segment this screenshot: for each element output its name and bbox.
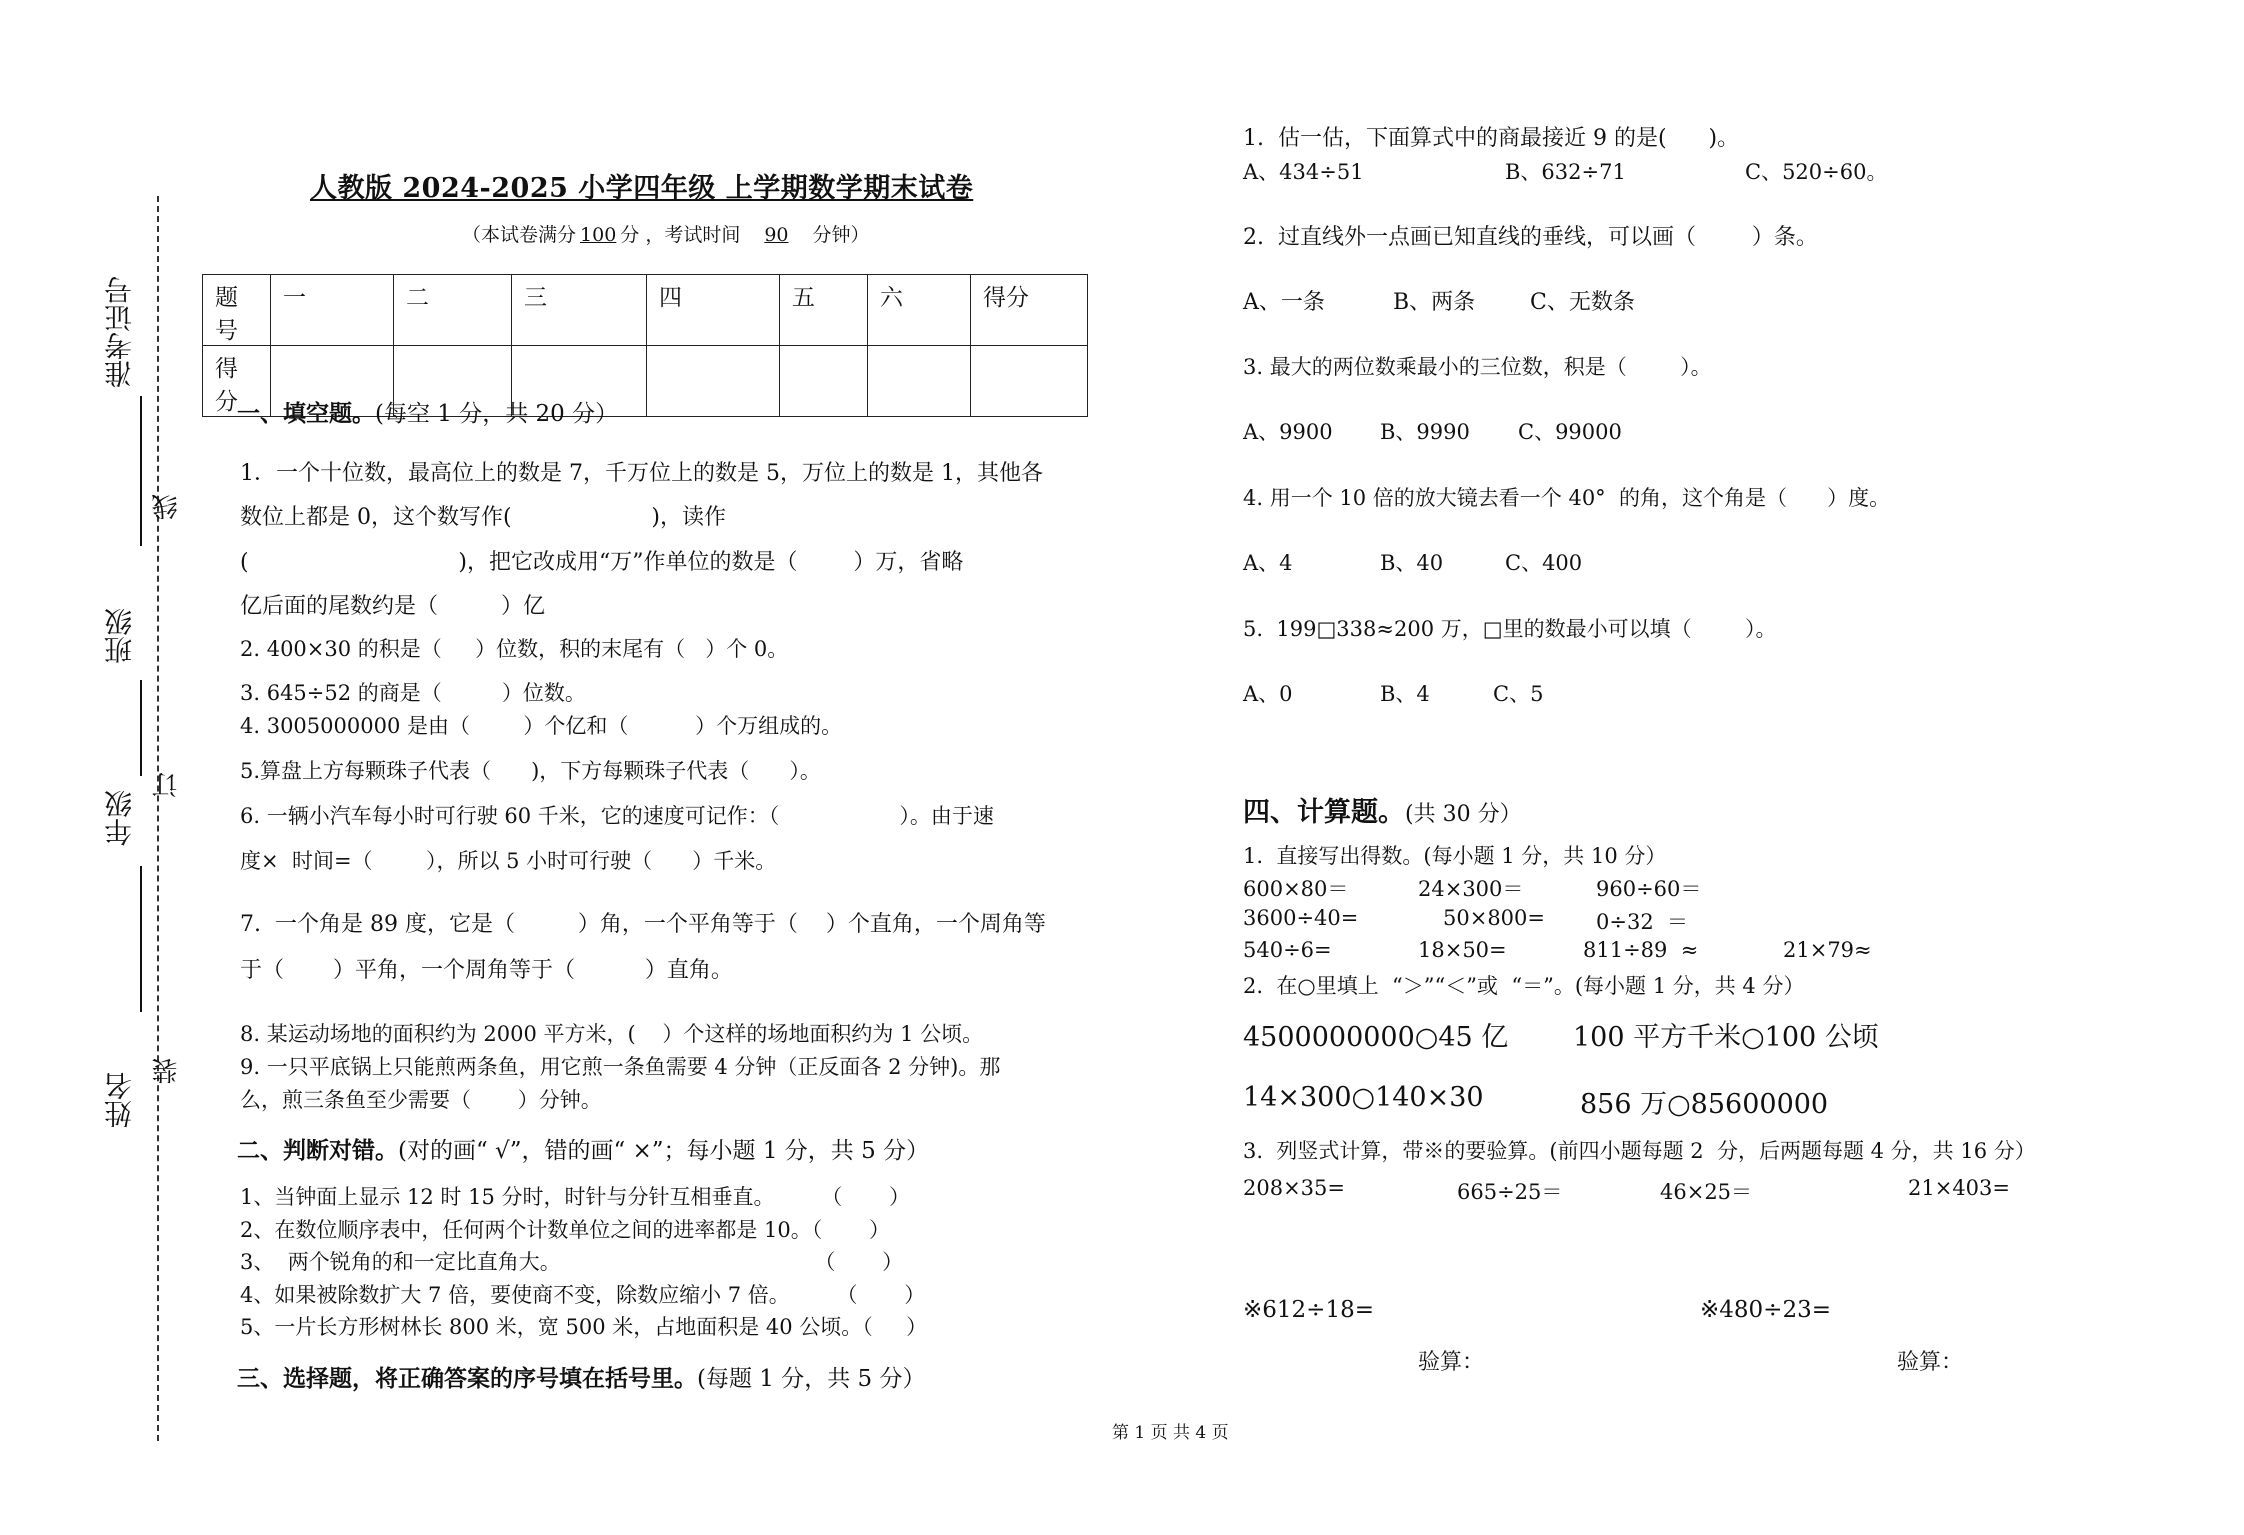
s1-line: 么，煎三条鱼至少需要（ ）分钟。 <box>240 1088 602 1112</box>
binding-order-char: 订 <box>152 772 182 798</box>
s1-line: 3. 645÷52 的商是（ ）位数。 <box>240 681 586 705</box>
page-title: 人教版 2024-2025 小学四年级 上学期数学期末试卷 <box>310 173 974 204</box>
s1-line: 8. 某运动场地的面积约为 2000 平方米，( ）个这样的场地面积约为 1 公顷。 <box>240 1022 984 1046</box>
s4-vertical-calc: 208×35= <box>1243 1176 1345 1200</box>
s4-p1: 1. 直接写出得数。(每小题 1 分，共 10 分） <box>1243 844 1667 868</box>
section4-heading: 四、计算题。(共 30 分） <box>1243 797 1522 828</box>
s3-q2-option-a: A、一条 <box>1243 290 1325 315</box>
score-header-cell: 得分 <box>971 275 1088 346</box>
score-table-header-row <box>203 275 1088 346</box>
s3-q4-option-c: C、400 <box>1505 551 1583 575</box>
s3-q3-option-b: B、9990 <box>1380 420 1470 444</box>
s2-item: 1、当钟面上显示 12 时 15 分时，时针与分针互相垂直。 （ ） <box>240 1185 910 1209</box>
s4-vertical-calc: 21×403= <box>1908 1176 2010 1200</box>
s3-q3: 3. 最大的两位数乘最小的三位数，积是（ ）。 <box>1243 355 1712 379</box>
s1-line: 度× 时间=（ ），所以 5 小时可行驶（ ）千米。 <box>240 849 777 873</box>
s4-calc: 18×50= <box>1418 938 1507 962</box>
score-cell[interactable] <box>647 346 780 417</box>
binding-dashed-line <box>157 196 159 1441</box>
score-header-cell: 三 <box>512 275 647 346</box>
grade-label: 年级 <box>103 790 136 846</box>
s4-check-label: 验算： <box>1897 1350 1964 1375</box>
section3-heading: 三、选择题，将正确答案的序号填在括号里。(每题 1 分，共 5 分） <box>237 1365 926 1392</box>
s4-calc: 600×80＝ <box>1243 877 1349 901</box>
score-header-cell: 二 <box>394 275 512 346</box>
score-cell[interactable] <box>868 346 971 417</box>
s1-line: 2. 400×30 的积是（ ）位数，积的末尾有（ ）个 0。 <box>240 637 789 661</box>
score-row-label: 得分 <box>203 346 271 417</box>
s3-q5-option-a: A、0 <box>1243 682 1293 706</box>
s4-compare: 856 万○85600000 <box>1580 1089 1829 1120</box>
s4-calc: 540÷6= <box>1243 938 1332 962</box>
s4-calc: 960÷60＝ <box>1596 877 1702 901</box>
s3-q4-option-b: B、40 <box>1380 551 1444 575</box>
score-header-cell: 一 <box>271 275 394 346</box>
s3-q5-option-b: B、4 <box>1380 682 1430 706</box>
score-header-cell: 四 <box>647 275 780 346</box>
exam-id-underline <box>140 396 142 546</box>
s1-line: ( )，把它改成用“万”作单位的数是（ ）万，省略 <box>240 550 964 575</box>
score-cell[interactable] <box>971 346 1088 417</box>
s2-item: 3、 两个锐角的和一定比直角大。 （ ） <box>240 1250 904 1274</box>
section1-heading: 一、填空题。(每空 1 分，共 20 分） <box>237 400 619 427</box>
s3-q3-option-a: A、9900 <box>1243 420 1333 444</box>
s4-check-calc: ※480÷23= <box>1700 1297 1831 1323</box>
s4-check-label: 验算： <box>1418 1350 1485 1375</box>
s4-vertical-calc: 665÷25＝ <box>1457 1180 1563 1204</box>
s4-calc: 0÷32 ＝ <box>1596 910 1689 934</box>
s3-q2-option-c: C、无数条 <box>1530 290 1635 315</box>
s3-q4: 4. 用一个 10 倍的放大镜去看一个 40° 的角，这个角是（ ）度。 <box>1243 486 1891 510</box>
s4-compare: 14×300○140×30 <box>1243 1082 1484 1113</box>
class-label: 班级 <box>103 608 136 664</box>
s4-vertical-calc: 46×25＝ <box>1660 1180 1753 1204</box>
s1-line: 7. 一个角是 89 度，它是（ ）角，一个平角等于（ ）个直角，一个周角等 <box>240 912 1046 937</box>
s2-item: 5、一片长方形树林长 800 米，宽 500 米，占地面积是 40 公顷。（ ） <box>240 1315 928 1339</box>
s1-line: 1．一个十位数，最高位上的数是 7，千万位上的数是 5，万位上的数是 1，其他各 <box>240 461 1043 486</box>
s3-q5-option-c: C、5 <box>1493 682 1544 706</box>
score-header-cell: 六 <box>868 275 971 346</box>
page-subtitle: （本试卷满分 100 分 ，考试时间 90 分钟） <box>462 224 870 246</box>
s4-p3: 3. 列竖式计算，带※的要验算。(前四小题每题 2 分，后两题每题 4 分，共 16 分） <box>1243 1139 2036 1163</box>
s1-line: 6. 一辆小汽车每小时可行驶 60 千米，它的速度可记作：（ ）。由于速 <box>240 804 994 828</box>
s3-q2-option-b: B、两条 <box>1393 290 1476 315</box>
full-score: 100 <box>580 224 617 246</box>
s1-line: 数位上都是 0，这个数写作( )，读作 <box>240 505 727 530</box>
s4-calc: 50×800= <box>1443 906 1545 930</box>
s2-item: 4、如果被除数扩大 7 倍，要使商不变，除数应缩小 7 倍。 （ ） <box>240 1283 926 1307</box>
s3-q1: 1. 估一估，下面算式中的商最接近 9 的是( )。 <box>1243 126 1740 151</box>
s1-line: 亿后面的尾数约是（ ）亿 <box>240 594 545 619</box>
binding-bind-char: 装 <box>152 1058 182 1084</box>
s4-calc: 3600÷40= <box>1243 906 1359 930</box>
s4-calc: 24×300＝ <box>1418 877 1524 901</box>
s3-q2: 2. 过直线外一点画已知直线的垂线，可以画（ ）条。 <box>1243 225 1818 250</box>
name-label: 姓名 <box>103 1072 136 1128</box>
s4-compare: 4500000000○45 亿 <box>1243 1022 1509 1053</box>
s3-q1-option-a: A、434÷51 <box>1243 160 1364 184</box>
binding-line-char: 线 <box>152 494 182 520</box>
s4-p2: 2. 在○里填上 “＞”“＜”或 “＝”。(每小题 1 分，共 4 分） <box>1243 974 1805 998</box>
s3-q1-option-c: C、520÷60。 <box>1745 160 1888 184</box>
s4-compare: 100 平方千米○100 公顷 <box>1573 1022 1879 1053</box>
s3-q3-option-c: C、99000 <box>1518 420 1622 444</box>
score-header-cell: 五 <box>780 275 868 346</box>
grade-underline <box>140 866 142 1012</box>
section2-heading: 二、判断对错。(对的画“ √”，错的画“ ×”；每小题 1 分，共 5 分） <box>237 1137 930 1164</box>
s3-q5: 5. 199□338≈200 万，□里的数最小可以填（ ）。 <box>1243 617 1777 641</box>
page-footer: 第 1 页 共 4 页 <box>1112 1423 1229 1443</box>
s2-item: 2、在数位顺序表中，任何两个计数单位之间的进率都是 10。（ ） <box>240 1218 890 1242</box>
score-cell[interactable] <box>780 346 868 417</box>
s4-check-calc: ※612÷18= <box>1243 1297 1374 1323</box>
s3-q4-option-a: A、4 <box>1243 551 1293 575</box>
s4-calc: 21×79≈ <box>1783 938 1872 962</box>
exam-id-label: 准考证号 <box>103 276 136 388</box>
class-underline <box>140 680 142 776</box>
score-header-cell: 题号 <box>203 275 271 346</box>
s1-line: 9. 一只平底锅上只能煎两条鱼，用它煎一条鱼需要 4 分钟（正反面各 2 分钟)。那 <box>240 1055 1001 1079</box>
s4-calc: 811÷89 ≈ <box>1583 938 1699 962</box>
s1-line: 5.算盘上方每颗珠子代表（ )，下方每颗珠子代表（ ）。 <box>240 759 821 783</box>
exam-time: 90 <box>764 224 789 246</box>
s1-line: 于（ ）平角，一个周角等于（ ）直角。 <box>240 958 733 983</box>
s1-line: 4. 3005000000 是由（ ）个亿和（ ）个万组成的。 <box>240 714 843 738</box>
s3-q1-option-b: B、632÷71 <box>1505 160 1626 184</box>
